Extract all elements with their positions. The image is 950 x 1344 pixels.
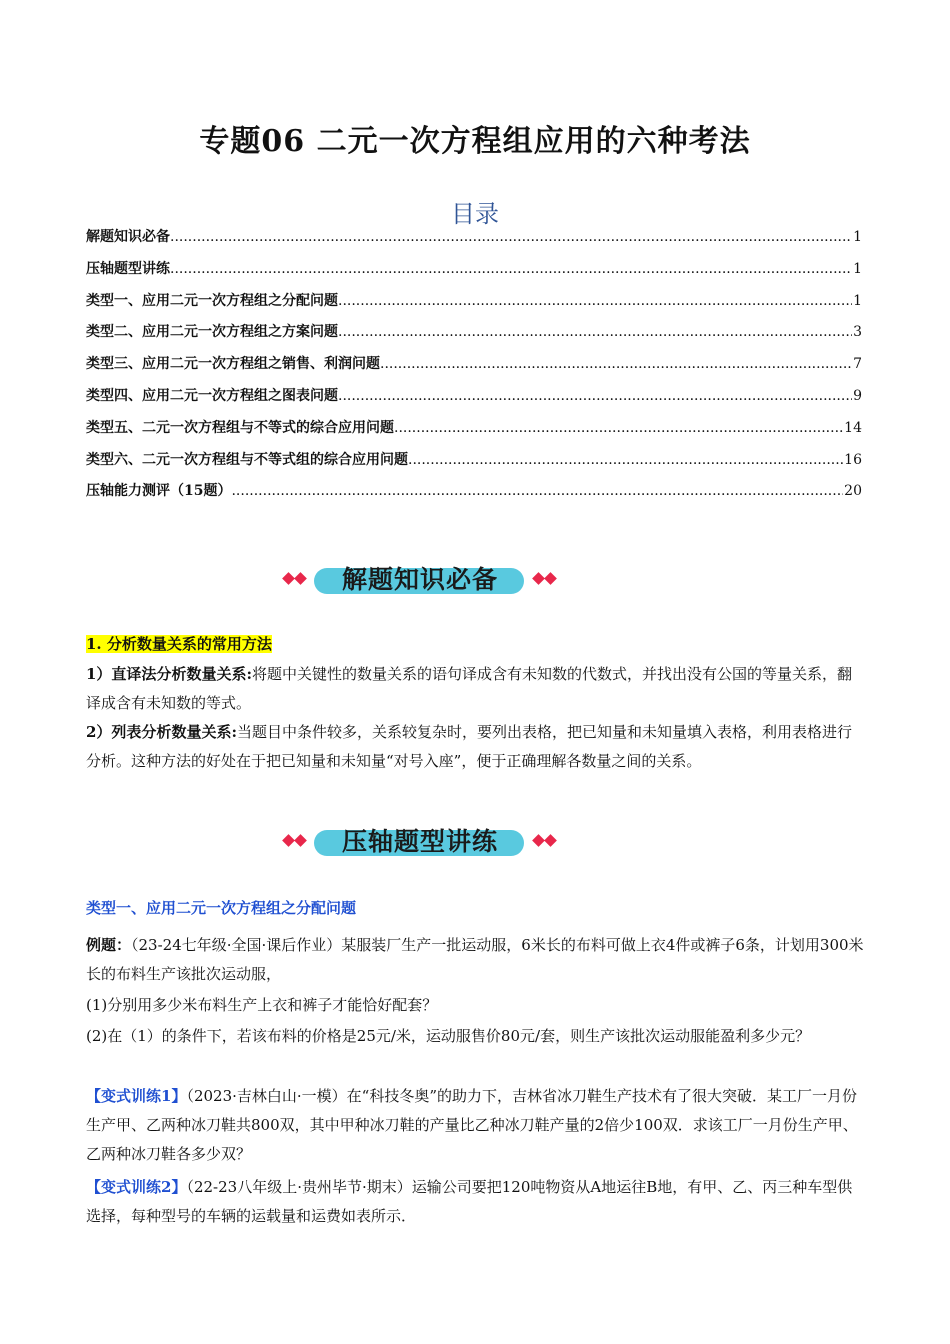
item-label: 1）直译法分析数量关系: [86,665,252,683]
toc-leader [170,261,852,277]
example-paragraph [86,931,864,989]
question-2: (2)在（1）的条件下，若该布料的价格是25元/米，运动服售价80元/套，则生产该批次运动服能盈利多少元？ [86,1027,811,1045]
toc-leader [338,388,852,404]
variant-label: 【变式训练1】 [86,1087,187,1105]
toc-entry-label: 类型五、二元一次方程组与不等式的综合应用问题 [86,419,394,436]
variant-text: （22-23八年级上·贵州毕节·期末）运输公司要把120吨物资从A地运往B地，有甲、乙、丙三种车型供选择，每种型号的车辆的运载量和运费如表所示． [86,1178,853,1225]
toc-entry[interactable] [86,417,862,449]
toc-entry-label: 压轴能力测评（15题） [86,483,232,500]
section-banner-knowledge [278,556,562,606]
knowledge-item-2 [86,718,864,776]
question-1: (1)分别用多少米布料生产上衣和裤子才能恰好配套？ [86,996,438,1014]
toc-entry-page: 3 [853,324,862,341]
toc-entry[interactable] [86,480,862,512]
toc-leader [231,483,843,499]
toc-leader [338,324,852,340]
banner-title: 解题知识必备 [341,565,498,594]
toc-entry[interactable] [86,449,862,481]
toc-entry-label: 类型四、应用二元一次方程组之图表问题 [86,387,338,404]
page-title: 专题06 二元一次方程组应用的六种考法 [199,124,751,159]
toc-leader [338,293,852,309]
toc-entry-page: 9 [853,387,862,404]
toc-entry-page: 1 [853,229,862,245]
toc-entry[interactable] [86,321,862,353]
variant-label: 【变式训练2】 [86,1178,187,1196]
toc-entry-label: 解题知识必备 [86,229,170,245]
type-one-heading: 类型一、应用二元一次方程组之分配问题 [86,899,357,917]
knowledge-item-1 [86,660,864,718]
item-text: 当题目中条件较多，关系较复杂时，要列出表格，把已知量和未知量填入表格，利用表格进行分析。这种方法的好处在于把已知量和未知量“对号入座”，便于正确理解各数量之间的关系。 [86,723,852,770]
variant-training-1 [86,1082,864,1169]
toc-entry[interactable] [86,226,862,258]
toc-heading: 目录 [451,200,499,228]
variant-text: （2023·吉林白山·一模）在“科技冬奥”的助力下，吉林省冰刀鞋生产技术有了很大突破．某工厂一月份生产甲、乙两种冰刀鞋共800双，其中甲种冰刀鞋的产量比乙种冰刀鞋产量的2倍少100双．求该工厂一月份生产甲、乙两种冰刀鞋各多少双？ [86,1087,858,1163]
toc-entry-page: 16 [844,451,862,468]
toc-leader [394,420,843,436]
toc-entry-page: 1 [853,292,862,309]
highlighted-heading: 1. 分析数量关系的常用方法 [86,635,272,653]
toc-entry[interactable] [86,385,862,417]
toc-entry-label: 类型三、应用二元一次方程组之销售、利润问题 [86,356,380,373]
toc-entry-label: 类型二、应用二元一次方程组之方案问题 [86,324,338,341]
toc-entry[interactable] [86,353,862,385]
toc-entry-page: 7 [853,356,862,373]
section-banner-practice [278,818,562,868]
toc-entry-label: 类型六、二元一次方程组与不等式组的综合应用问题 [86,451,408,468]
toc-entry-page: 14 [844,419,862,436]
toc-entry-label: 压轴题型讲练 [86,260,170,277]
toc-leader [170,229,852,245]
banner-title: 压轴题型讲练 [341,827,498,856]
toc-entry-label: 类型一、应用二元一次方程组之分配问题 [86,292,338,309]
variant-training-2 [86,1173,864,1231]
toc-leader [380,356,852,372]
knowledge-heading [86,630,864,659]
item-label: 2）列表分析数量关系: [86,723,237,741]
example-label: 例题： [86,936,132,954]
example-text: （23-24七年级·全国·课后作业）某服装厂生产一批运动服，6米长的布料可做上衣4件或裤子6条，计划用300米长的布料生产该批次运动服， [86,936,864,983]
toc-entry[interactable] [86,258,862,290]
toc-entry-page: 1 [853,260,862,277]
toc-entry[interactable] [86,290,862,322]
toc-leader [408,452,843,468]
toc-entry-page: 20 [844,483,862,500]
item-text: 将题中关键性的数量关系的语句译成含有未知数的代数式，并找出没有公国的等量关系，翻译成含有未知数的等式。 [86,665,852,712]
table-of-contents [86,226,862,512]
